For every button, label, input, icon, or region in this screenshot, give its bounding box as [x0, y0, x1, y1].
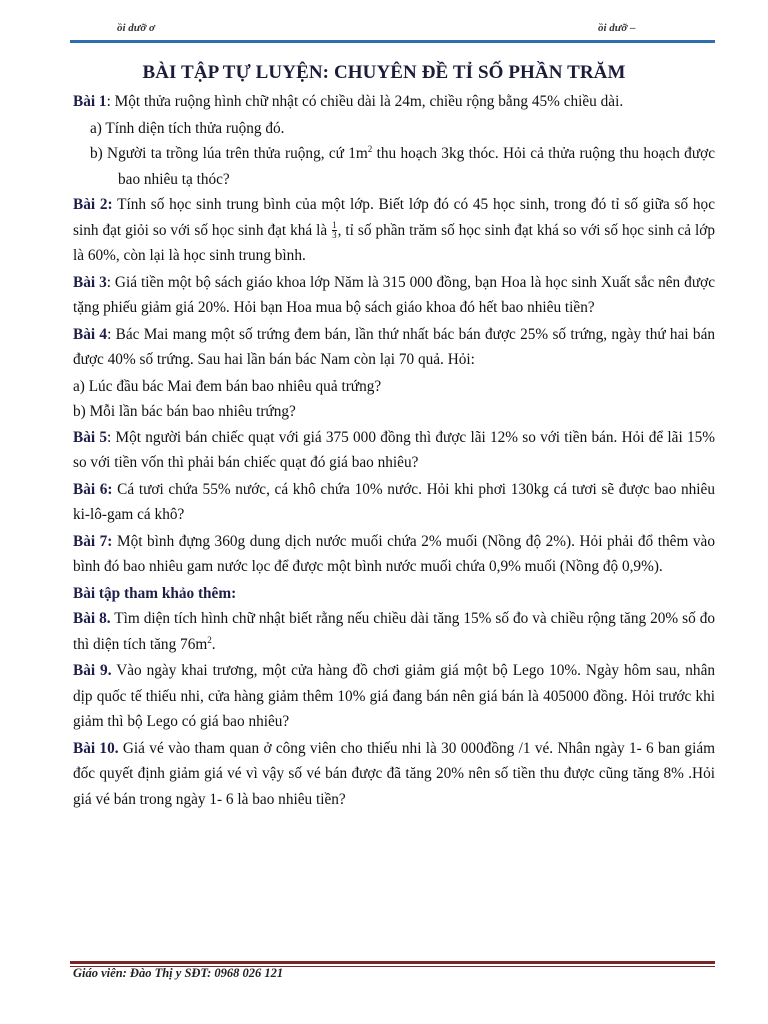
superscript: 2 — [367, 143, 373, 154]
page-title: BÀI TẬP TỰ LUYỆN: CHUYÊN ĐỀ TỈ SỐ PHẦN TRĂM — [142, 62, 626, 83]
exercise-text: . — [211, 635, 216, 653]
fraction-numerator: 1 — [332, 220, 337, 231]
exercise-3 — [73, 270, 715, 321]
fraction — [332, 221, 337, 240]
exercise-text: Một bình đựng 360g dung dịch nước muối chứa 2% muối (Nồng độ 2%). Hỏi phải đổ thêm vào bình đó bao nhiêu gam nước lọc để được một bình nước muối chứa 0,9% muối (Nồng độ 0,9%). — [73, 532, 715, 575]
header-right: ồi dưỡ – — [598, 22, 636, 34]
reference-heading: Bài tập tham khảo thêm: — [73, 584, 237, 602]
exercise-8 — [73, 606, 715, 657]
exercise-number: Bài 9. — [73, 662, 112, 679]
exercise-text: Tìm diện tích hình chữ nhật biết rằng nếu chiều dài tăng 15% số đo và chiều rộng tăng 20% số đo thì diện tích tăng 76m — [73, 610, 715, 653]
exercise-text: : Giá tiền một bộ sách giáo khoa lớp Năm là 315 000 đồng, bạn Hoa là học sinh Xuất sắc nên được tặng phiếu giảm giá 20%. Hỏi bạn Hoa mua bộ sách giáo khoa đó hết bao nhiêu tiền? — [73, 273, 715, 316]
exercise-list — [73, 89, 715, 813]
exercise-text: Giá vé vào tham quan ở công viên cho thiếu nhi là 30 000đồng /1 vé. Nhân ngày 1- 6 ban giám đốc quyết định giảm giá vé vì vậy số vé bán được đã tăng 20% nên số tiền thu được cũng tăng 8% .Hỏi giá vé bán trong ngày 1- 6 là bao nhiêu tiền? — [73, 739, 716, 808]
exercise-number: Bài 3 — [73, 273, 107, 291]
header-left: ồi dưỡ ơ — [117, 22, 155, 34]
part-text: thu hoạch 3kg thóc. Hỏi cả thửa ruộng thu hoạch được bao nhiêu tạ thóc? — [118, 145, 715, 188]
exercise-1-part-b — [73, 141, 715, 192]
exercise-number: Bài 4 — [73, 325, 108, 343]
exercise-number: Bài 10. — [73, 739, 119, 757]
exercise-7 — [73, 529, 715, 580]
exercise-6 — [73, 477, 715, 528]
exercise-text: : Bác Mai mang một số trứng đem bán, lần thứ nhất bác bán được 25% số trứng, ngày thứ hai bán được 40% số trứng. Sau hai lần bán bác Nam còn lại 70 quả. Hỏi: — [73, 325, 716, 368]
exercise-2 — [73, 192, 715, 269]
exercise-text: : Một người bán chiếc quạt với giá 375 000 đồng thì được lãi 12% so với tiền bán. Hỏi để lãi 15% so với tiền vốn thì phải bán chiếc quạt đó giá bao nhiêu? — [73, 428, 715, 471]
exercise-number: Bài 2: — [73, 196, 113, 213]
footer-teacher-info: Giáo viên: Đào Thị y SĐT: 0968 026 121 — [73, 966, 284, 980]
exercise-1 — [73, 89, 715, 115]
exercise-number: Bài 1 — [73, 93, 107, 110]
exercise-text: Vào ngày khai trương, một cửa hàng đồ chơi giảm giá một bộ Lego 10%. Ngày hôm sau, nhân dịp quốc tế thiếu nhi, cửa hàng giảm thêm 10% giá đang bán nên giá bán là 405000 đồng. Hỏi trước khi giảm thì bộ Lego có giá bao nhiêu? — [73, 662, 716, 730]
superscript: 2 — [207, 634, 212, 645]
exercise-4-part-b: b) Mỗi lần bác bán bao nhiêu trứng? — [73, 403, 296, 420]
exercise-4 — [73, 322, 715, 373]
exercise-9 — [73, 658, 715, 735]
exercise-text: Tính số học sinh trung bình của một lớp. Biết lớp đó có 45 học sinh, trong đó tỉ số giữa số học sinh đạt giỏi so với số học sinh đạt khá là — [73, 196, 715, 239]
exercise-10 — [73, 736, 715, 813]
part-text: b) Người ta trồng lúa trên thửa ruộng, cứ 1m — [90, 145, 368, 162]
exercise-4-part-a: a) Lúc đầu bác Mai đem bán bao nhiêu quả trứng? — [73, 377, 382, 395]
exercise-1-part-a: a) Tính diện tích thửa ruộng đó. — [90, 119, 285, 137]
exercise-text: Cá tươi chứa 55% nước, cá khô chứa 10% nước. Hỏi khi phơi 130kg cá tươi sẽ được bao nhiêu ki-lô-gam cá khô? — [73, 480, 715, 523]
exercise-5 — [73, 425, 715, 476]
exercise-text: : Một thửa ruộng hình chữ nhật có chiều dài là 24m, chiều rộng bằng 45% chiều dài. — [106, 93, 624, 110]
exercise-number: Bài 7: — [73, 532, 113, 550]
header-rule — [70, 40, 715, 43]
exercise-text: , tỉ số phần trăm số học sinh đạt khá so với số học sinh cả lớp là 60%, còn lại là học sinh trung bình. — [73, 221, 715, 264]
fraction-denominator: 3 — [332, 230, 337, 241]
exercise-number: Bài 5 — [73, 428, 107, 446]
footer-rule — [70, 961, 715, 964]
exercise-number: Bài 6: — [73, 480, 113, 498]
exercise-number: Bài 8. — [73, 610, 111, 627]
